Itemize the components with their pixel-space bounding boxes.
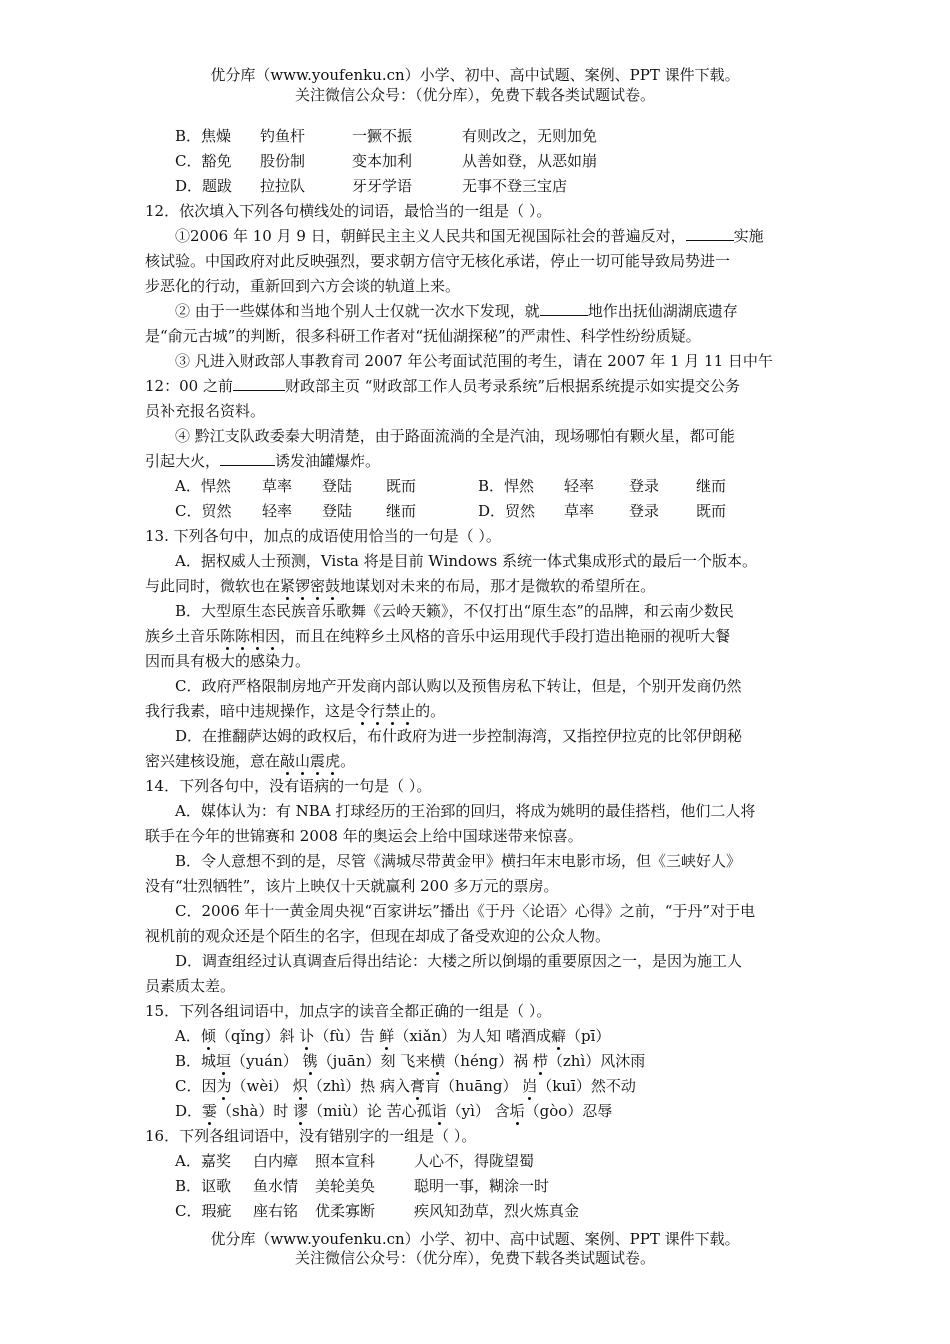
option-cell: 美轮美奂 — [315, 1177, 376, 1195]
dotted-char: 陈 — [220, 627, 236, 645]
option-cell: 登陆 — [322, 502, 353, 520]
text: 我行我素，暗中违规操作，这是 — [145, 702, 356, 720]
q16-option-a — [175, 1151, 845, 1171]
text: （wèi） — [231, 1077, 293, 1095]
text: ①2006 年 10 月 9 日，朝鲜民主主义人民共和国无视国际社会的普遍反对， — [175, 227, 686, 245]
option-cell: D．题跋 — [175, 177, 233, 195]
q12-sentence-4: ④ 黔江支队政委秦大明清楚，由于路面流淌的全是汽油，现场哪怕有颗火星，都可能 — [175, 427, 735, 445]
q14-option-b: B．令人意想不到的是，尽管《满城尽带黄金甲》横扫年末电影市场，但《三峡好人》 — [175, 852, 742, 870]
text: A． — [175, 1027, 201, 1045]
q13-option-c-cont — [145, 701, 815, 721]
q12-sentence-3: ③ 凡进入财政部人事教育司 2007 年公考面试范围的考生，请在 2007 年 1 月 11 日中午 — [175, 352, 773, 370]
option-cell: 牙牙学语 — [352, 177, 413, 195]
text: ，而且在纯粹乡土风格的音乐中运用现代手段打造出艳丽的视听大餐 — [280, 627, 731, 645]
text: C．因 — [175, 1077, 217, 1095]
q12-sentence-1 — [175, 226, 845, 246]
text: 引起大火， — [145, 452, 221, 470]
q15-option-b — [175, 1051, 845, 1071]
option-cell: 人心不，得陇望蜀 — [414, 1152, 535, 1170]
dotted-char: 岿 — [522, 1077, 538, 1095]
dotted-char: 垢 — [509, 1102, 525, 1120]
fill-blank — [686, 226, 734, 241]
q12-sentence-3-cont — [145, 376, 815, 396]
text: 地作出抚仙湖湖底遗存 — [587, 302, 738, 320]
dotted-char: 倾 — [200, 1027, 216, 1045]
option-cell: B．讴歌 — [175, 1177, 232, 1195]
q11-option-c — [175, 151, 845, 171]
text: （fù）告 — [314, 1027, 380, 1045]
dotted-char: 膏 — [409, 1077, 425, 1095]
footer-line-1: 优分库（www.youfenku.cn）小学、初中、高中试题、案例、PPT 课件下载。 — [210, 1230, 740, 1248]
q12-options-row-2 — [175, 501, 845, 521]
text: 族乡土音乐 — [145, 627, 221, 645]
fill-blank — [540, 301, 588, 316]
option-cell: 座右铭 — [253, 1202, 299, 1220]
q13-option-b-cont — [145, 626, 815, 646]
option-cell: 疾风知劲草，烈火炼真金 — [414, 1202, 580, 1220]
q14-option-d-cont: 员素质太差。 — [145, 977, 236, 995]
dotted-char: 山 — [295, 752, 311, 770]
dotted-char: 虎 — [325, 752, 341, 770]
option-cell: 草率 — [564, 502, 595, 520]
text: D． — [175, 1102, 203, 1120]
text: 与此同时，微软也在 — [145, 577, 281, 595]
dotted-char: 锣 — [295, 577, 311, 595]
option-cell: 聪明一事，糊涂一时 — [414, 1177, 550, 1195]
text: （xiǎn）为人知 嗜酒成 — [394, 1027, 551, 1045]
q13-option-b: B．大型原生态民族音乐歌舞《云岭天籁》，不仅打出“原生态”的品牌，和云南少数民 — [175, 602, 734, 620]
q16-option-c — [175, 1201, 845, 1221]
text: 实施 — [733, 227, 764, 245]
option-cell: 草率 — [262, 477, 293, 495]
text: 12：00 之前 — [145, 377, 233, 395]
option-cell: 登陆 — [322, 477, 353, 495]
dotted-char: 栉 — [532, 1052, 548, 1070]
dotted-char: 陈 — [235, 627, 251, 645]
dotted-char: 霎 — [202, 1102, 218, 1120]
option-cell: C．豁免 — [175, 152, 232, 170]
q12-options-row-1 — [175, 476, 845, 496]
fill-blank — [233, 376, 285, 391]
dotted-char: 垣 — [216, 1052, 232, 1070]
q15-stem: 15．下列各组词语中，加点字的读音全都正确的一组是（ ）。 — [145, 1002, 552, 1020]
dotted-char: 紧 — [280, 577, 296, 595]
text: （yì） 含 — [446, 1102, 510, 1120]
fill-blank — [220, 451, 275, 466]
q13-stem: 13. 下列各句中，加点的成语使用恰当的一句是（ ）。 — [145, 527, 501, 545]
text: 密兴建核设施，意在 — [145, 752, 281, 770]
text: 。 — [340, 752, 356, 770]
option-cell: 鱼水情 — [253, 1177, 299, 1195]
q15-option-d — [175, 1101, 845, 1121]
dotted-char: 谬 — [293, 1102, 309, 1120]
text: （héng）祸 — [445, 1052, 533, 1070]
dotted-char: 行 — [370, 702, 386, 720]
q11-option-b — [175, 126, 845, 146]
text: ② 由于一些媒体和当地个别人士仅就一次水下发现，就 — [175, 302, 540, 320]
dotted-char: 密 — [310, 577, 326, 595]
option-cell: 钓鱼杆 — [260, 127, 306, 145]
dotted-char: 敲 — [280, 752, 296, 770]
q15-option-a — [175, 1026, 845, 1046]
dotted-char: 相 — [250, 627, 266, 645]
q12-sentence-1-cont: 步恶化的行动，重新回到六方会谈的轨道上来。 — [145, 277, 461, 295]
q13-option-d-cont — [145, 751, 815, 771]
q14-option-d: D．调查组经过认真调查后得出结论：大楼之所以倒塌的重要原因之一，是因为施工人 — [175, 952, 743, 970]
option-cell: 登录 — [629, 502, 660, 520]
option-cell: 继而 — [696, 477, 727, 495]
q12-sentence-1-cont: 核试验。中国政府对此反映强烈，要求朝方信守无核化承诺，停止一切可能导致局势进一 — [145, 252, 731, 270]
option-cell: 优柔寡断 — [315, 1202, 376, 1220]
option-cell: 轻率 — [262, 502, 293, 520]
dotted-char: 令 — [355, 702, 371, 720]
text: 财政部主页 “财政部工作人员考录系统”后根据系统提示如实提交公务 — [284, 377, 741, 395]
option-cell: A．悍然 — [175, 477, 231, 495]
dotted-char: 为 — [216, 1077, 232, 1095]
dotted-char: 鲜 — [379, 1027, 395, 1045]
q12-stem: 12．依次填入下列各句横线处的词语，最恰当的一组是（ ）。 — [145, 202, 552, 220]
q14-option-b-cont: 没有“壮烈牺牲”，该片上映仅十天就赢利 200 多万元的票房。 — [145, 877, 559, 895]
header-line-2: 关注微信公众号：（优分库），免费下载各类试题试卷。 — [294, 86, 655, 104]
dotted-char: 镌 — [302, 1052, 318, 1070]
text: B．城 — [175, 1052, 217, 1070]
dotted-char: 因 — [265, 627, 281, 645]
text: 肓（huāng） — [424, 1077, 523, 1095]
dotted-char: 禁 — [385, 702, 401, 720]
option-cell: 有则改之，无则加免 — [462, 127, 598, 145]
q14-option-c-cont: 视机前的观众还是个陌生的名字，但现在却成了备受欢迎的公众人物。 — [145, 927, 611, 945]
option-cell: C．瑕疵 — [175, 1202, 232, 1220]
dotted-char: 癖 — [550, 1027, 566, 1045]
dotted-char: 炽 — [292, 1077, 308, 1095]
text: 诱发油罐爆炸。 — [275, 452, 381, 470]
dotted-char: 诣 — [431, 1102, 447, 1120]
text: 地谋划对未来的布局，那才是微软的希望所在。 — [340, 577, 656, 595]
q14-option-a: A．媒体认为：有 NBA 打球经历的王治郅的回归，将成为姚明的最佳搭档，他们二人将 — [175, 802, 756, 820]
text: （qǐng）斜 — [215, 1027, 300, 1045]
option-cell: 既而 — [386, 477, 417, 495]
q12-sentence-3-cont: 员补充报名资料。 — [145, 402, 266, 420]
option-cell: C．贸然 — [175, 502, 232, 520]
option-cell: A．嘉奖 — [175, 1152, 231, 1170]
header-line-1: 优分库（www.youfenku.cn）小学、初中、高中试题、案例、PPT 课件下载。 — [210, 66, 740, 84]
option-cell: D．贸然 — [478, 502, 536, 520]
option-cell: B．悍然 — [478, 477, 535, 495]
text: （shà）时 — [217, 1102, 294, 1120]
text: （pī） — [565, 1027, 611, 1045]
dotted-char: 震 — [310, 752, 326, 770]
option-cell: 一獗不振 — [352, 127, 413, 145]
option-cell: B．焦燥 — [175, 127, 232, 145]
option-cell: 照本宣科 — [315, 1152, 376, 1170]
q15-option-c — [175, 1076, 845, 1096]
text: （kuī）然不动 — [537, 1077, 636, 1095]
option-cell: 拉拉队 — [260, 177, 306, 195]
text: （yuán） — [231, 1052, 303, 1070]
q14-stem: 14．下列各句中，没有语病的一句是（ ）。 — [145, 777, 432, 795]
option-cell: 从善如登，从恶如崩 — [462, 152, 598, 170]
q13-option-d: D．在推翻萨达姆的政权后，布什政府为进一步控制海湾，又指控伊拉克的比邻伊朗秘 — [175, 727, 743, 745]
dotted-char: 鼓 — [325, 577, 341, 595]
option-cell: 股份制 — [260, 152, 306, 170]
option-cell: 无事不登三宝店 — [462, 177, 568, 195]
q12-sentence-4-cont — [145, 451, 815, 471]
dotted-char: 讣 — [299, 1027, 315, 1045]
text: （zhì）热 病入 — [307, 1077, 410, 1095]
text: 的。 — [415, 702, 446, 720]
text: （juān）刻 飞来 — [317, 1052, 431, 1070]
dotted-char: 止 — [400, 702, 416, 720]
option-cell: 轻率 — [564, 477, 595, 495]
text: （miù）论 苦心孤 — [308, 1102, 432, 1120]
q13-option-c: C．政府严格限制房地产开发商内部认购以及预售房私下转让，但是，个别开发商仍然 — [175, 677, 742, 695]
q14-option-a-cont: 联手在今年的世锦赛和 2008 年的奥运会上给中国球迷带来惊喜。 — [145, 827, 583, 845]
text: （zhì）风沐雨 — [547, 1052, 646, 1070]
q11-option-d — [175, 176, 845, 196]
q13-option-b-cont: 因而具有极大的感染力。 — [145, 652, 311, 670]
q12-sentence-2 — [175, 301, 845, 321]
option-cell: 既而 — [696, 502, 727, 520]
option-cell: 继而 — [386, 502, 417, 520]
q13-option-a: A．据权威人士预测，Vista 将是目前 Windows 系统一体式集成形式的最后一个版本。 — [175, 552, 757, 570]
q13-option-a-cont — [145, 576, 815, 596]
dotted-char: 横 — [430, 1052, 446, 1070]
q16-option-b — [175, 1176, 845, 1196]
q12-sentence-2-cont: 是“俞元古城”的判断，很多科研工作者对“抚仙湖探秘”的严肃性、科学性纷纷质疑。 — [145, 327, 701, 345]
option-cell: 变本加利 — [352, 152, 413, 170]
footer-line-2: 关注微信公众号：（优分库），免费下载各类试题试卷。 — [294, 1249, 655, 1267]
q14-option-c: C．2006 年十一黄金周央视“百家讲坛”播出《于丹〈论语〉心得》之前，“于丹”对于电 — [175, 902, 756, 920]
text: （gòo）忍辱 — [524, 1102, 613, 1120]
option-cell: 白内瘴 — [253, 1152, 299, 1170]
option-cell: 登录 — [629, 477, 660, 495]
q16-stem: 16．下列各组词语中，没有错别字的一组是（ ）。 — [145, 1127, 477, 1145]
